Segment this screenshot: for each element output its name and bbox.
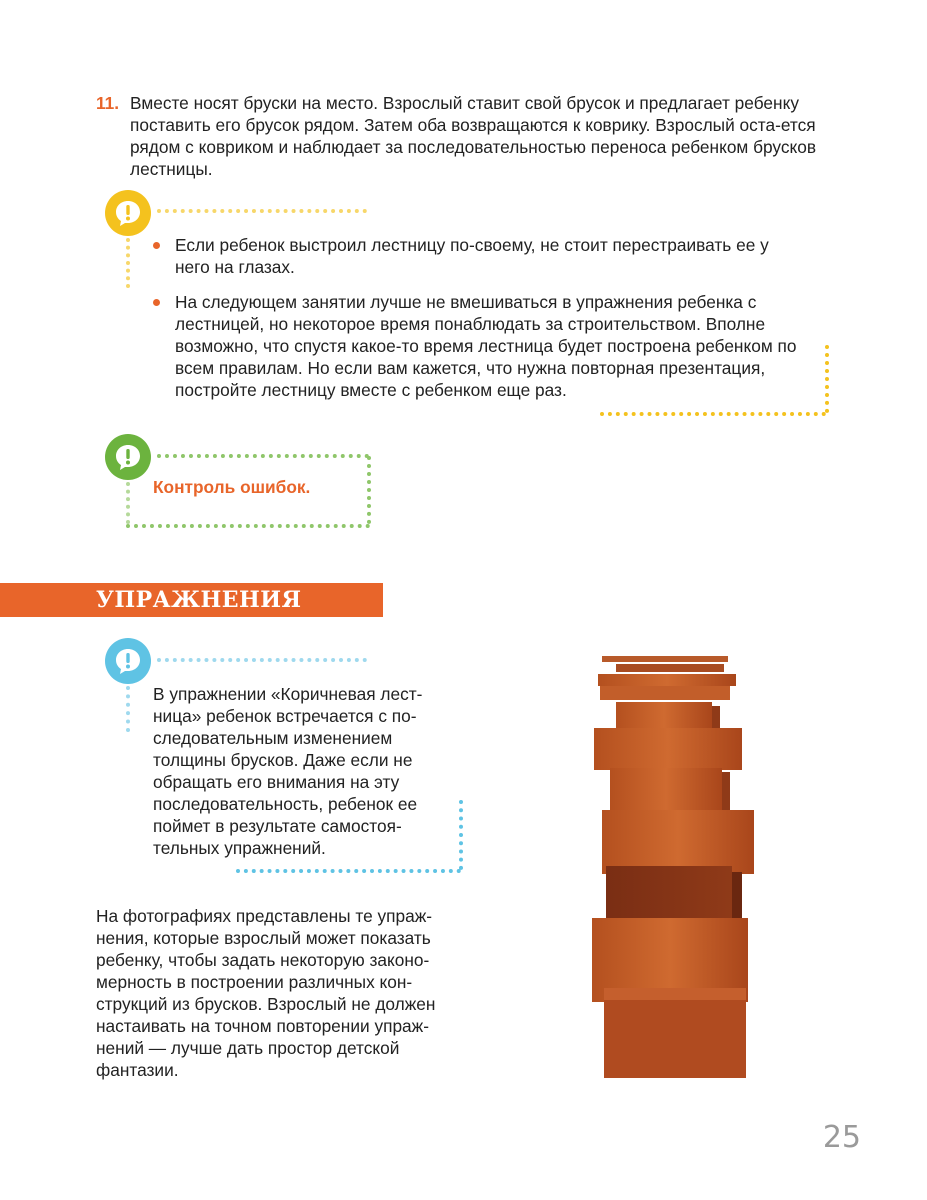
callout-dotted-border <box>825 345 829 413</box>
exclamation-icon <box>105 638 151 684</box>
tip-bullet <box>153 234 803 278</box>
callout-dotted-border <box>126 238 130 288</box>
bullet-dot-icon <box>153 242 160 249</box>
page-number: 25 <box>822 1120 861 1155</box>
callout-dotted-border <box>236 869 461 873</box>
tip-text: На следующем занятии лучше не вмешиваться в упражнения ребенка с лестницей, но некоторое время понаблюдать за строительством. Вполне возможно, что спустя какое-то время лестница будет построена ребенком по всем правилам. Но если вам кажется, что нужна повторная презентация, постройте лестницу вместе с ребенком еще раз. <box>175 292 797 400</box>
section-title: УПРАЖНЕНИЯ <box>96 587 302 613</box>
wooden-blocks-photo <box>580 648 770 1088</box>
callout-dotted-border <box>459 800 463 870</box>
step-text: Вместе носят бруски на место. Взрослый ставит свой брусок и предлагает ребенку поставить его брусок рядом. Затем оба возвращаются к коврику. Взрослый оста-ется рядом с ковриком и наблюдает за последовательностью переноса ребенком брусков лестницы. <box>130 93 817 179</box>
note-text: В упражнении «Коричневая лест-ница» ребенок встречается с по-следовательным изменением толщины брусков. Даже если не обращать его внимания на эту последовательность, ребенок ее поймет в результате самостоя-тельных упражнений. <box>153 684 423 858</box>
tip-bullet <box>153 291 803 401</box>
callout-dotted-border <box>126 482 130 524</box>
bullet-dot-icon <box>153 299 160 306</box>
photo-description: На фотографиях представлены те упраж-нения, которые взрослый может показать ребенку, чтобы задать некоторую законо-мерность в построении различных кон-струкций из брусков. Взрослый не должен настаивать на точном повторении упраж-нений — лучше дать простор детской фантазии. <box>96 906 436 1080</box>
callout-dotted-border <box>367 456 371 524</box>
exclamation-icon <box>105 190 151 236</box>
callout-dotted-border <box>126 524 370 528</box>
exclamation-icon <box>105 434 151 480</box>
callout-dotted-border <box>157 454 369 458</box>
step-number: 11. <box>96 93 120 113</box>
callout-dotted-border <box>126 686 130 732</box>
callout-dotted-border <box>600 412 826 416</box>
callout-dotted-border <box>157 209 367 213</box>
step-11 <box>96 92 836 180</box>
callout-dotted-border <box>157 658 367 662</box>
tip-text: Если ребенок выстроил лестницу по-своему, не стоит перестраивать ее у него на глазах. <box>175 235 769 277</box>
error-control-label: Контроль ошибок. <box>153 477 311 497</box>
